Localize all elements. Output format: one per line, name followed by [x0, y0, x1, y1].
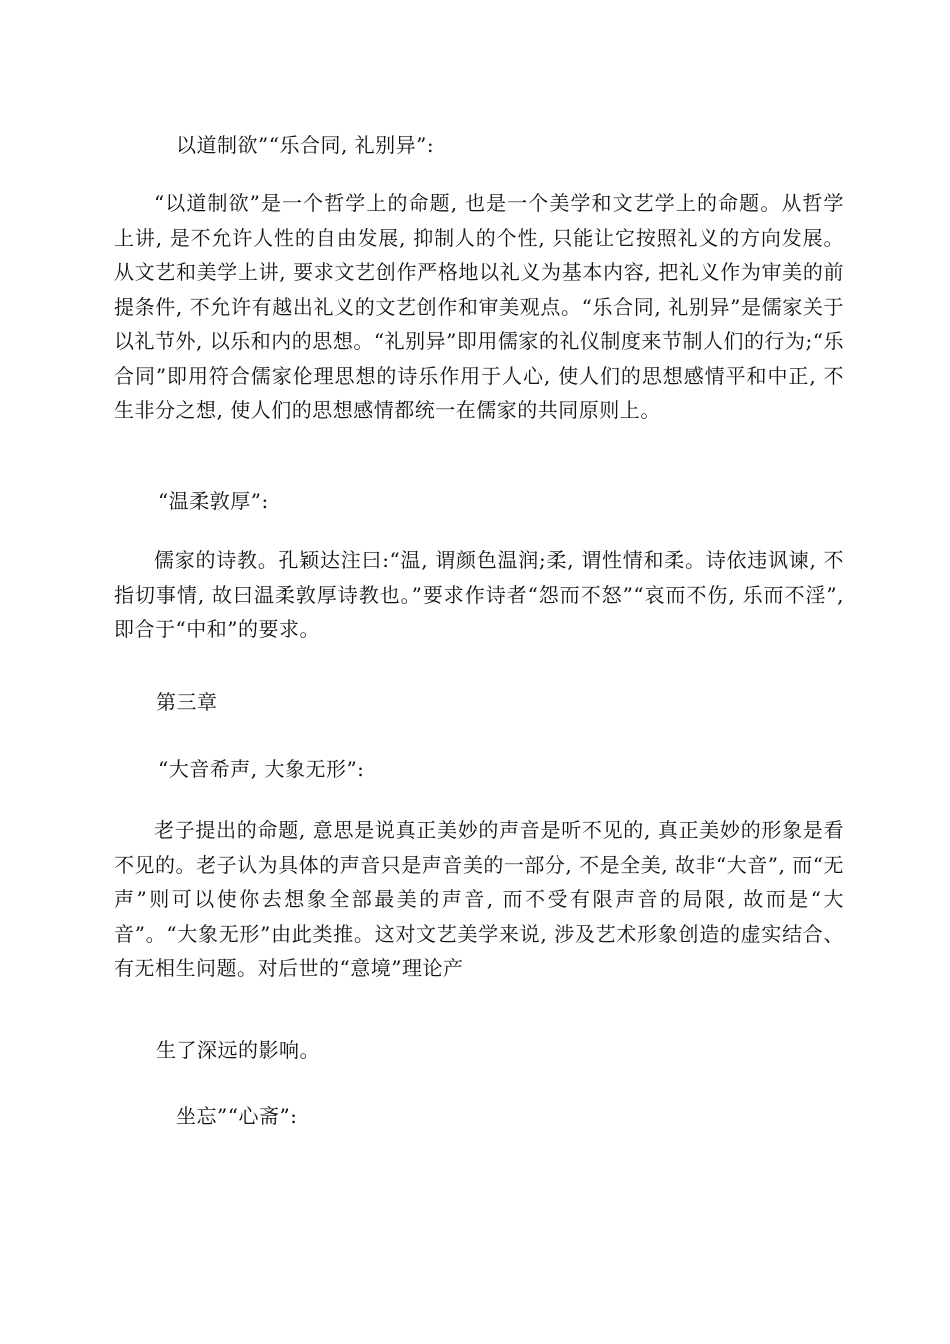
chapter-title: 第三章 [156, 690, 218, 714]
section-heading-zuowang: 坐忘”“心斋”: [176, 1104, 298, 1128]
paragraph-dayin: 老子提出的命题, 意思是说真正美妙的声音是听不见的, 真正美妙的形象是看不见的。老子认为具体的声音只是声音美的一部分, 不是全美, 故非“大音”, 而“无声”则可以使你去想象全部最美的声音, 而不受有限声音的局限, 故而是“大音”。“大象无形”由此类推。这对文艺美学来说, 涉及艺术形象创造的虚实结合、有无相生问题。对后世的“意境”理论产 [114, 818, 844, 980]
paragraph-wenrou: 儒家的诗教。孔颖达注曰:“温, 谓颜色温润;柔, 谓性情和柔。诗依违讽谏, 不指切事情, 故曰温柔敦厚诗教也。”要求作诗者“怨而不怒”“哀而不伤, 乐而不淫”, 即合于“中和”的要求。 [114, 548, 844, 641]
paragraph-daozhiyu: “以道制欲”是一个哲学上的命题, 也是一个美学和文艺学上的命题。从哲学上讲, 是不允许人性的自由发展, 抑制人的个性, 只能让它按照礼义的方向发展。从文艺和美学上讲, 要求文艺创作严格地以礼义为基本内容, 把礼义作为审美的前提条件, 不允许有越出礼义的文艺创作和审美观点。“乐合同, 礼别异”是儒家关于以礼节外, 以乐和内的思想。“礼别异”即用儒家的礼仪制度来节制人们的行为;“乐合同”即用符合儒家伦理思想的诗乐作用于人心, 使人们的思想感情平和中正, 不生非分之想, 使人们的思想感情都统一在儒家的共同原则上。 [114, 191, 844, 422]
section-heading-dayin: “大音希声, 大象无形”: [158, 757, 365, 781]
section-heading-daozhiyu: 以道制欲”“乐合同, 礼别异”: [176, 133, 435, 157]
paragraph-continuation: 生了深远的影响。 [156, 1038, 320, 1062]
section-heading-wenrou: “温柔敦厚”: [158, 489, 269, 513]
